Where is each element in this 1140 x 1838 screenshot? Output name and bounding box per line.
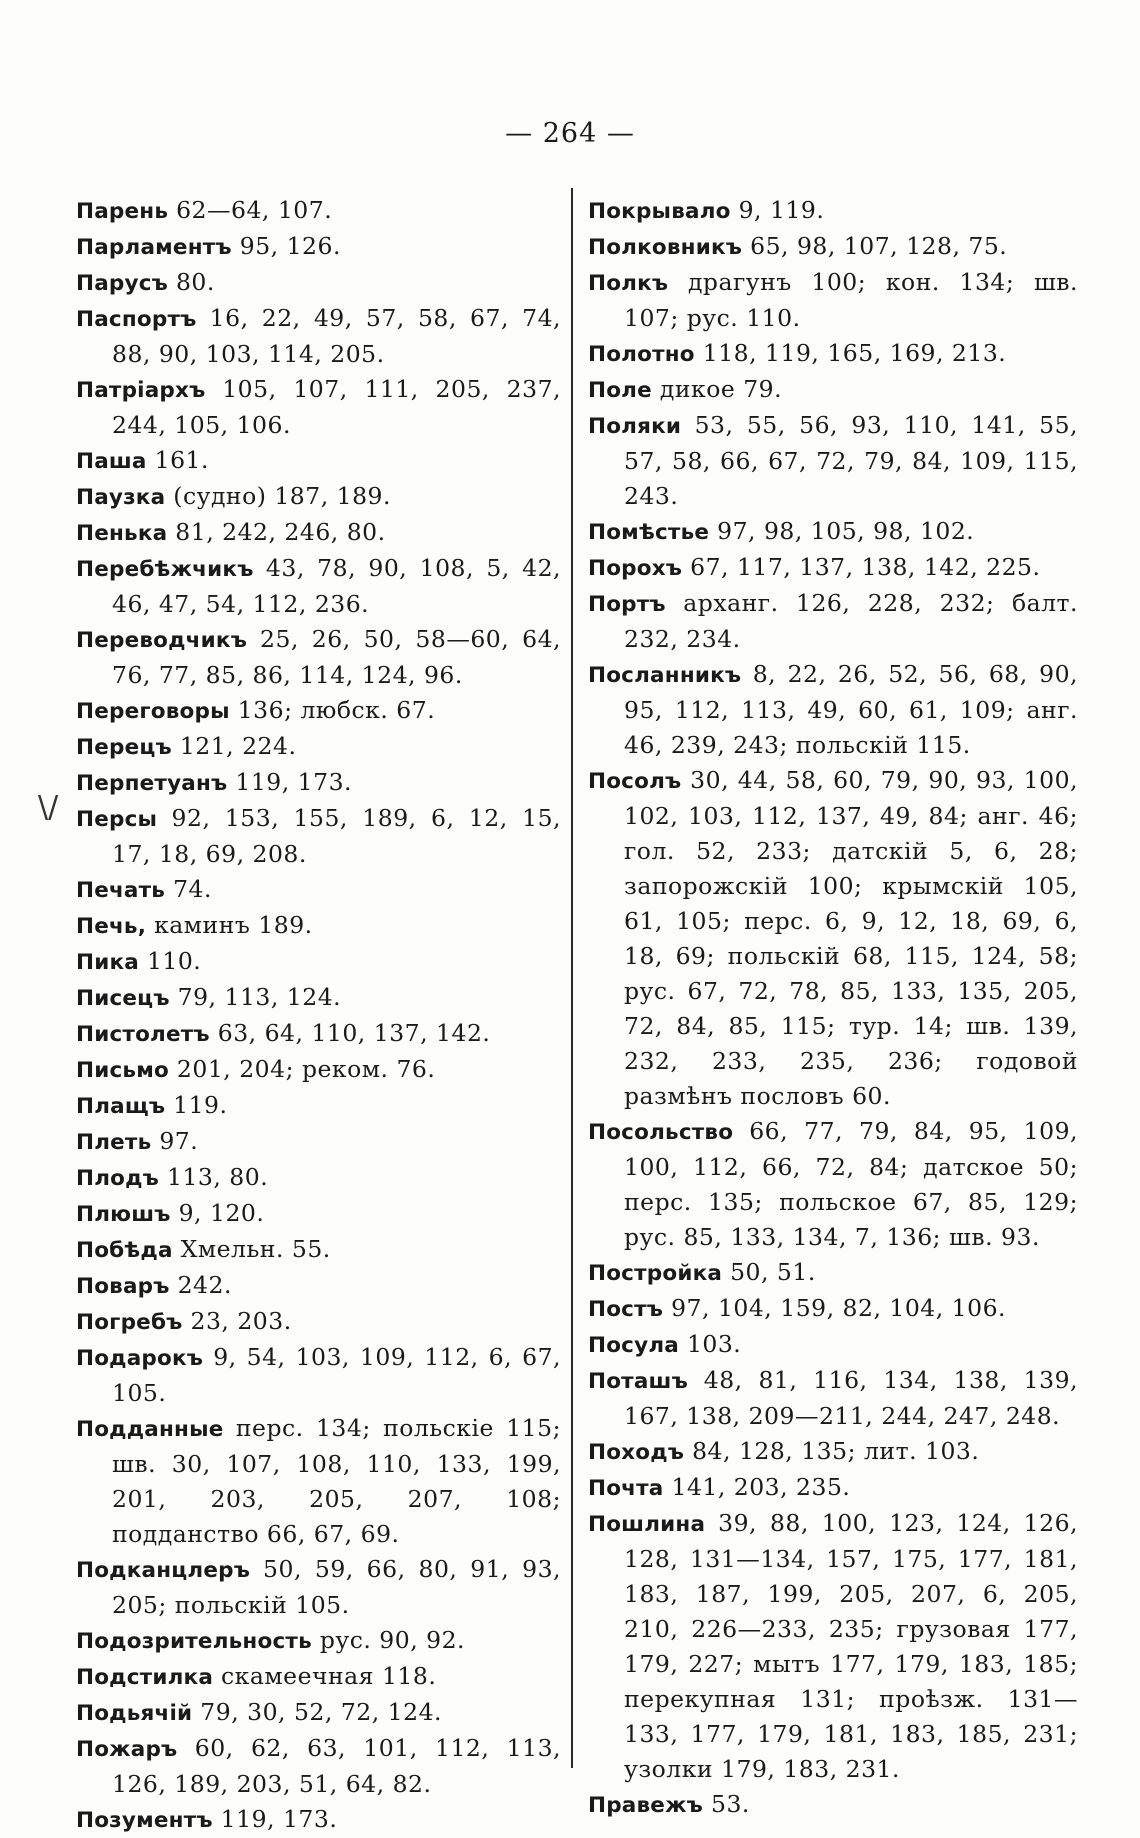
index-entry (76, 765, 561, 801)
index-headword: Пошлина (588, 1512, 706, 1537)
index-page-refs: 23, 203. (182, 1307, 292, 1335)
index-entry (76, 1623, 561, 1659)
index-page-refs: 242. (169, 1271, 232, 1299)
index-page-refs: перс. 134; польскіе 115; шв. 30, 107, 108, 110, 133, 199, 201, 203, 205, 207, 108; подданство 66, 67, 69. (112, 1414, 561, 1548)
index-entry (76, 980, 561, 1016)
page-number: — 264 — (505, 118, 635, 149)
index-headword: Погребъ (76, 1310, 183, 1335)
index-entry (588, 1291, 1078, 1327)
index-entry (76, 479, 561, 515)
index-page-refs: драгунъ 100; кон. 134; шв. 107; рус. 110. (624, 268, 1078, 332)
index-entry (76, 1232, 561, 1268)
index-headword: Почта (588, 1476, 664, 1501)
index-entry (588, 193, 1078, 229)
index-headword: Персы (76, 807, 158, 832)
index-entry (76, 622, 561, 693)
index-page-refs: Хмельн. 55. (172, 1235, 331, 1263)
index-entry (76, 1016, 561, 1052)
index-page-refs: 105, 107, 111, 205, 237, 244, 105, 106. (112, 375, 561, 439)
margin-checkmark: \/ (38, 790, 59, 825)
index-entry (588, 336, 1078, 372)
index-headword: Посланникъ (588, 663, 742, 688)
index-page-refs: 53, 55, 56, 93, 110, 141, 55, 57, 58, 66, 67, 72, 79, 84, 109, 115, 243. (624, 411, 1078, 510)
index-page-refs: 92, 153, 155, 189, 6, 12, 15, 17, 18, 69, 208. (112, 804, 561, 868)
index-entry (76, 693, 561, 729)
index-page-refs: арханг. 126, 228, 232; балт. 232, 234. (624, 589, 1078, 653)
index-entry (76, 515, 561, 551)
index-page-refs: 141, 203, 235. (663, 1473, 851, 1501)
index-entry (76, 301, 561, 372)
index-headword: Перпетуанъ (76, 771, 228, 796)
index-page-refs: 53. (703, 1790, 750, 1818)
index-entry (588, 514, 1078, 550)
index-headword: Плащъ (76, 1094, 166, 1119)
index-headword: Поташъ (588, 1369, 688, 1394)
index-headword: Пика (76, 950, 139, 975)
index-entry (76, 1659, 561, 1695)
index-entry (76, 872, 561, 908)
index-headword: Подстилка (76, 1665, 214, 1690)
index-headword: Переводчикъ (76, 628, 248, 653)
index-page-refs: 9, 120. (170, 1199, 265, 1227)
index-headword: Паузка (76, 485, 166, 510)
index-entry (588, 657, 1078, 763)
index-entry (76, 1124, 561, 1160)
index-headword: Патріархъ (76, 378, 206, 403)
index-headword: Полковникъ (588, 235, 743, 260)
index-entry (76, 372, 561, 443)
index-entry (76, 551, 561, 622)
index-entry (76, 908, 561, 944)
index-entry (588, 1327, 1078, 1363)
index-entry (76, 1088, 561, 1124)
index-headword: Позументъ (76, 1808, 213, 1833)
index-headword: Посольство (588, 1120, 734, 1145)
index-headword: Пистолетъ (76, 1022, 210, 1047)
index-page-refs: 48, 81, 116, 134, 138, 139, 167, 138, 209—211, 244, 247, 248. (624, 1366, 1078, 1430)
index-headword: Постройка (588, 1261, 723, 1286)
index-headword: Подканцлеръ (76, 1558, 251, 1583)
index-page-refs: 84, 128, 135; лит. 103. (684, 1437, 980, 1465)
index-page-refs: 161. (146, 446, 209, 474)
index-column-right (588, 193, 1078, 1823)
index-page-refs: 74. (165, 875, 212, 903)
index-page-refs: 63, 64, 110, 137, 142. (209, 1019, 491, 1047)
index-headword: Поляки (588, 414, 682, 439)
index-entry (588, 1363, 1078, 1434)
index-headword: Подарокъ (76, 1346, 204, 1371)
index-entry (76, 1411, 561, 1552)
index-page-refs: 119, 173. (227, 768, 352, 796)
index-headword: Поле (588, 378, 652, 403)
index-page-refs: 119. (165, 1091, 228, 1119)
index-headword: Плюшъ (76, 1202, 171, 1227)
index-headword: Подьячій (76, 1701, 193, 1726)
index-entry (76, 229, 561, 265)
index-headword: Плодъ (76, 1166, 160, 1191)
index-headword: Паспортъ (76, 307, 197, 332)
index-page-refs: 66, 77, 79, 84, 95, 109, 100, 112, 66, 72, 84; датское 50; перс. 135; польское 67, 85, 129; рус. 85, 133, 134, 7, 136; шв. 93. (624, 1117, 1078, 1251)
index-headword: Полотно (588, 342, 695, 367)
index-page-refs: 67, 117, 137, 138, 142, 225. (682, 553, 1041, 581)
index-headword: Перецъ (76, 735, 172, 760)
index-headword: Подданные (76, 1417, 224, 1442)
index-page-refs: 81, 242, 246, 80. (167, 518, 386, 546)
index-headword: Покрывало (588, 199, 731, 224)
column-divider (571, 188, 573, 1768)
index-headword: Парусъ (76, 271, 169, 296)
index-entry (76, 443, 561, 479)
index-headword: Посула (588, 1333, 679, 1358)
index-entry (76, 1731, 561, 1802)
index-page-refs: 103. (678, 1330, 742, 1358)
index-page-refs: 16, 22, 49, 57, 58, 67, 74, 88, 90, 103, 114, 205. (112, 304, 561, 368)
index-entry (76, 1340, 561, 1411)
index-entry (76, 1160, 561, 1196)
index-page-refs: 9, 119. (730, 196, 825, 224)
index-headword: Постъ (588, 1297, 664, 1322)
index-page-refs: каминъ 189. (146, 911, 313, 939)
index-headword: Писецъ (76, 986, 170, 1011)
index-page-refs: 97, 98, 105, 98, 102. (709, 517, 975, 545)
index-page-refs: 79, 30, 52, 72, 124. (192, 1698, 442, 1726)
index-entry (76, 729, 561, 765)
index-entry (76, 1552, 561, 1623)
index-headword: Плеть (76, 1130, 152, 1155)
index-headword: Помѣстье (588, 520, 710, 545)
index-entry (588, 1114, 1078, 1255)
index-entry (588, 1255, 1078, 1291)
index-headword: Правежъ (588, 1793, 704, 1818)
index-headword: Переговоры (76, 699, 230, 724)
index-page-refs: 43, 78, 90, 108, 5, 42, 46, 47, 54, 112, 236. (112, 554, 561, 618)
index-headword: Парень (76, 199, 169, 224)
index-entry (588, 1506, 1078, 1787)
index-entry (588, 763, 1078, 1114)
index-page-refs: дикое 79. (651, 375, 783, 403)
index-headword: Парламентъ (76, 235, 232, 260)
index-entry (588, 229, 1078, 265)
index-headword: Печать (76, 878, 166, 903)
index-entry (588, 1470, 1078, 1506)
index-page-refs: рус. 90, 92. (311, 1626, 466, 1654)
index-headword: Письмо (76, 1058, 169, 1083)
index-page-refs: 50, 59, 66, 80, 91, 93, 205; польскій 105. (112, 1555, 561, 1619)
index-page-refs: скамеечная 118. (213, 1662, 437, 1690)
index-headword: Походъ (588, 1440, 685, 1465)
index-headword: Портъ (588, 592, 666, 617)
index-page-refs: 65, 98, 107, 128, 75. (742, 232, 1008, 260)
index-headword: Порохъ (588, 556, 683, 581)
index-page-refs: 119, 173. (212, 1805, 338, 1833)
index-entry (588, 586, 1078, 657)
index-entry (76, 1196, 561, 1232)
index-page-refs: 118, 119, 165, 169, 213. (694, 339, 1007, 367)
index-entry (76, 193, 561, 229)
index-page-refs: 25, 26, 50, 58—60, 64, 76, 77, 85, 86, 114, 124, 96. (112, 625, 561, 689)
index-column-left (76, 193, 561, 1838)
index-entry (76, 265, 561, 301)
index-headword: Побѣда (76, 1238, 173, 1263)
index-headword: Пожаръ (76, 1737, 178, 1762)
index-page-refs: 97. (151, 1127, 199, 1155)
index-page-refs: 39, 88, 100, 123, 124, 126, 128, 131—134, 157, 175, 177, 181, 183, 187, 199, 205, 207, 6, 205, 210, 226—233, 235; грузовая 177, 179, 227; мытъ 177, 179, 183, 185; перекупная 131; проѣзж. 131—133, 177, 179, 181, 183, 185, 231; узолки 179, 183, 231. (624, 1509, 1078, 1783)
index-entry (76, 944, 561, 980)
index-headword: Паша (76, 449, 147, 474)
index-entry (76, 1304, 561, 1340)
index-page-refs: 8, 22, 26, 52, 56, 68, 90, 95, 112, 113, 49, 60, 61, 109; анг. 46, 239, 243; польскій 115. (624, 660, 1078, 759)
index-entry (76, 1802, 561, 1838)
index-page-refs: 121, 224. (171, 732, 297, 760)
index-entry (588, 265, 1078, 336)
index-page-refs: 79, 113, 124. (169, 983, 342, 1011)
index-entry (588, 1787, 1078, 1823)
index-entry (76, 1268, 561, 1304)
index-entry (76, 801, 561, 872)
index-page-refs: 60, 62, 63, 101, 112, 113, 126, 189, 203, 51, 64, 82. (112, 1734, 561, 1798)
index-page-refs: 201, 204; реком. 76. (168, 1055, 436, 1083)
index-headword: Пенька (76, 521, 168, 546)
index-headword: Перебѣжчикъ (76, 557, 254, 582)
index-entry (588, 408, 1078, 514)
index-page-refs: 136; любск. 67. (229, 696, 436, 724)
index-page-refs: 62—64, 107. (168, 196, 333, 224)
index-headword: Посолъ (588, 769, 682, 794)
index-page-refs: 9, 54, 103, 109, 112, 6, 67, 105. (112, 1343, 561, 1407)
index-entry (76, 1052, 561, 1088)
index-page-refs: 50, 51. (722, 1258, 816, 1286)
index-headword: Поваръ (76, 1274, 170, 1299)
index-entry (588, 550, 1078, 586)
index-headword: Подозрительность (76, 1629, 312, 1654)
index-page-refs: 97, 104, 159, 82, 104, 106. (663, 1294, 1007, 1322)
index-headword: Печь, (76, 914, 147, 939)
index-page-refs: (судно) 187, 189. (165, 482, 391, 510)
index-page-refs: 80. (168, 268, 215, 296)
index-headword: Полкъ (588, 271, 669, 296)
index-page-refs: 113, 80. (159, 1163, 269, 1191)
index-entry (588, 372, 1078, 408)
index-page-refs: 95, 126. (231, 232, 341, 260)
index-page-refs: 30, 44, 58, 60, 79, 90, 93, 100, 102, 103, 112, 137, 49, 84; анг. 46; гол. 52, 233; датскій 5, 6, 28; запорожскій 100; крымскій 105, 61, 105; перс. 6, 9, 12, 18, 69, 6, 18, 69; польскій 68, 115, 124, 58; рус. 67, 72, 78, 85, 133, 135, 205, 72, 84, 85, 115; тур. 14; шв. 139, 232, 233, 235, 236; годовой размѣнъ пословъ 60. (624, 766, 1078, 1110)
index-page-refs: 110. (138, 947, 202, 975)
index-entry (76, 1695, 561, 1731)
index-entry (588, 1434, 1078, 1470)
